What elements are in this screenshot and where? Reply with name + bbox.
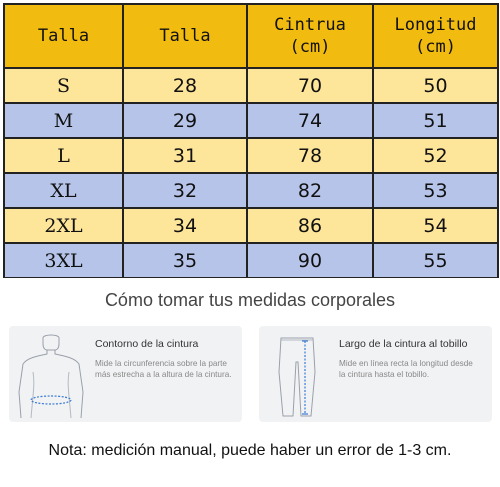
table-cell: 70: [247, 68, 373, 103]
size-label-cell: 3XL: [4, 243, 123, 278]
table-row: [4, 68, 498, 103]
legs-length-measure-icon: [267, 332, 327, 418]
column-header: [373, 4, 498, 68]
size-label-cell: S: [4, 68, 123, 103]
length-desc-line1: Mide en línea recta la longitud desde: [339, 359, 473, 368]
table-cell: 28: [123, 68, 247, 103]
table-cell: 55: [373, 243, 498, 278]
column-header: [123, 4, 247, 68]
table-cell: 32: [123, 173, 247, 208]
table-cell: 31: [123, 138, 247, 173]
column-header-label: Talla: [37, 26, 90, 46]
table-cell: 51: [373, 103, 498, 138]
table-header-row: [4, 4, 498, 68]
table-cell: 29: [123, 103, 247, 138]
table-cell: 34: [123, 208, 247, 243]
table-cell: 74: [247, 103, 373, 138]
table-row: [4, 173, 498, 208]
table-cell: 86: [247, 208, 373, 243]
size-chart-table: [3, 3, 499, 279]
table-row: [4, 103, 498, 138]
column-header-unit: (cm): [415, 37, 456, 57]
table-row: [4, 243, 498, 278]
table-cell: 35: [123, 243, 247, 278]
column-header: [247, 4, 373, 68]
column-header-label: Cintrua: [274, 15, 346, 35]
column-header-unit: (cm): [289, 37, 331, 57]
table-row: [4, 138, 498, 173]
size-label-cell: XL: [4, 173, 123, 208]
column-header-label: Talla: [159, 26, 211, 46]
torso-waist-measure-icon: [13, 332, 89, 418]
measurement-guide: [0, 278, 500, 487]
length-desc-line2: la cintura hasta el tobillo.: [339, 370, 430, 379]
column-header-label: Longitud: [394, 15, 477, 35]
length-measure-card: [259, 326, 492, 422]
table-cell: 90: [247, 243, 373, 278]
waist-desc-line1: Mide la circunferencia sobre la parte: [95, 359, 227, 368]
waist-measure-card: [9, 326, 242, 422]
table-cell: 78: [247, 138, 373, 173]
table-cell: 54: [373, 208, 498, 243]
waist-desc-line2: más estrecha a la altura de la cintura.: [95, 370, 232, 379]
column-header: [4, 4, 123, 68]
size-label-cell: L: [4, 138, 123, 173]
waist-heading: Contorno de la cintura: [95, 338, 199, 350]
length-heading: Largo de la cintura al tobillo: [339, 338, 468, 350]
table-cell: 50: [373, 68, 498, 103]
guide-title: Cómo tomar tus medidas corporales: [104, 290, 396, 310]
size-label-cell: 2XL: [4, 208, 123, 243]
table-cell: 53: [373, 173, 498, 208]
size-label-cell: M: [4, 103, 123, 138]
table-cell: 82: [247, 173, 373, 208]
table-row: [4, 208, 498, 243]
measurement-note: Nota: medición manual, puede haber un error de 1-3 cm.: [48, 442, 452, 459]
table-cell: 52: [373, 138, 498, 173]
